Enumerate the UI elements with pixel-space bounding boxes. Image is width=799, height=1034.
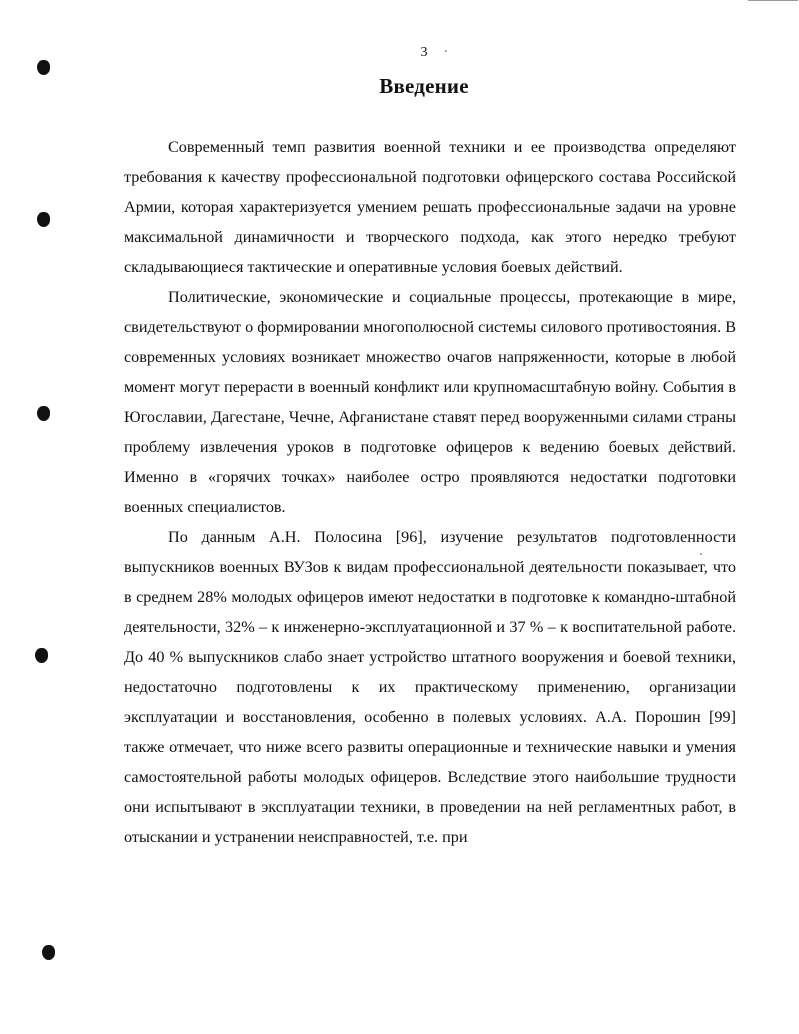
paragraph-1: Современный темп развития военной техники и ее производства определяют требования к качеству профессиональной подготовки офицерского состава Российской Армии, которая характеризуется умением решать профессиональные задачи на уровне максимальной динамичности и творческого подхода, как этого нередко требуют складывающиеся тактические и оперативные условия боевых действий. bbox=[124, 138, 736, 276]
binding-hole-mark-4 bbox=[35, 648, 48, 663]
binding-hole-mark-2 bbox=[37, 212, 50, 227]
paragraph-2: Политические, экономические и социальные процессы, протекающие в мире, свидетельствуют о формировании многополюсной системы силового противостояния. В современных условиях возникает множество очагов напряженности, которые в любой момент могут перерасти в военный конфликт или крупномасштабную войну. События в Югославии, Дагестане, Чечне, Афганистане ставят перед вооруженными силами страны проблему извлечения уроков в подготовке офицеров к ведению боевых действий. Именно в «горячих точках» наиболее остро проявляются недостатки подготовки военных специалистов. bbox=[124, 288, 736, 516]
paragraph-3: По данным А.Н. Полосина [96], изучение результатов подготовленности выпускников военных ВУЗов к видам профессиональной деятельности показывает, что в среднем 28% молодых офицеров имеют недостатки в подготовке к командно-штабной деятельности, 32% – к инженерно-эксплуатационной и 37 % – к воспитательной работе. До 40 % выпускников слабо знает устройство штатного вооружения и боевой техники, недостаточно подготовлены к их практическому применению, организации эксплуатации и восстановления, особенно в полевых условиях. А.А. Порошин [99] также отмечает, что ниже всего развиты операционные и технические навыки и умения самостоятельной работы молодых офицеров. Вследствие этого наибольшие трудности они испытывают в эксплуатации техники, в проведении на ней регламентных работ, в отыскании и устранении неисправностей, т.е. при bbox=[124, 528, 736, 846]
scan-edge-mark bbox=[748, 0, 798, 4]
binding-hole-mark-3 bbox=[37, 406, 50, 421]
section-title: Введение bbox=[379, 74, 469, 98]
binding-hole-mark-5 bbox=[42, 945, 55, 960]
page-number: 3 bbox=[420, 45, 428, 60]
body-text bbox=[124, 132, 736, 852]
binding-hole-mark-1 bbox=[37, 60, 50, 75]
